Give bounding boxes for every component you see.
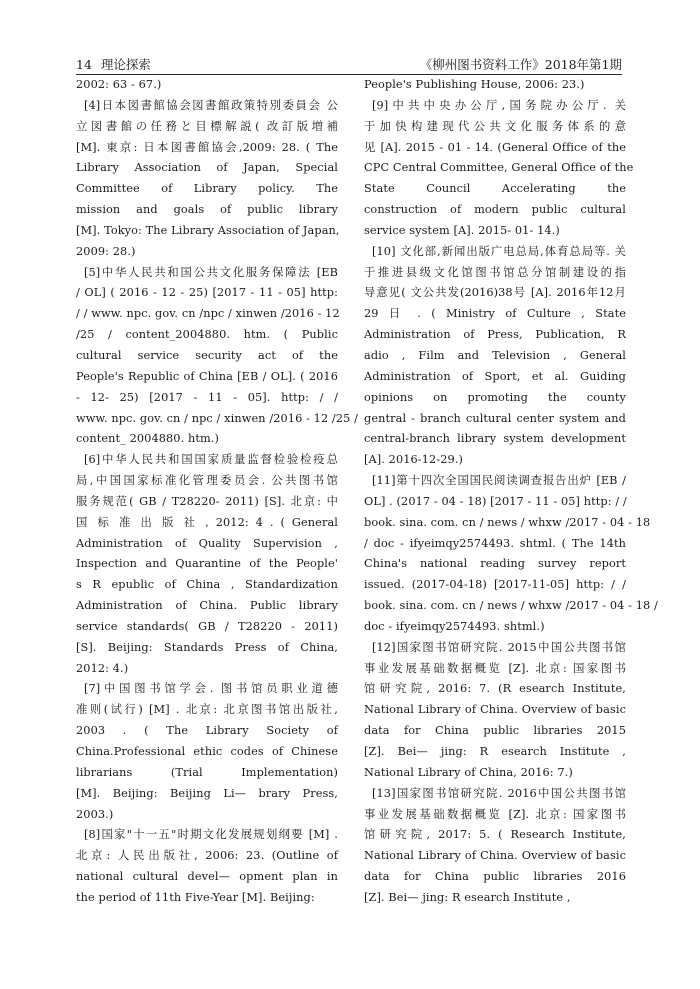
reference-line: [5]中华人民共和国公共文化服务保障法 [EB bbox=[84, 265, 338, 279]
reference-line: [A]. 2016-12-29.) bbox=[364, 453, 463, 467]
reference-line: OL] . (2017 - 04 - 18) [2017 - 11 - 05] http: / / bbox=[364, 494, 627, 508]
reference-line: Administration of Sport, et al. Guiding bbox=[364, 369, 626, 383]
reference-line: doc - ifyeimqy2574493. shtml.) bbox=[364, 619, 545, 633]
reference-line: [Z]. Bei— jing: R esearch Institute , bbox=[364, 890, 571, 904]
reference-line: [M]. Beijing: Beijing Li— brary Press, bbox=[76, 786, 338, 800]
right-column bbox=[364, 75, 658, 909]
reference-line: / doc - ifyeimqy2574493. shtml. ( The 14th bbox=[364, 536, 626, 550]
reference-line: adio , Film and Television , General bbox=[364, 348, 626, 362]
reference-entry bbox=[364, 638, 626, 784]
reference-entry bbox=[76, 825, 338, 908]
reference-line: service system [A]. 2015- 01- 14.) bbox=[364, 223, 560, 237]
reference-line: 2002: 63 - 67.) bbox=[76, 78, 162, 91]
reference-line: / / www. npc. gov. cn /npc / xinwen /2016 - 12 bbox=[76, 307, 340, 321]
reference-line: central-branch library system development bbox=[364, 432, 626, 446]
reference-line: 2003 . ( The Library Society of bbox=[76, 724, 338, 738]
reference-line: the period of 11th Five-Year [M]. Beijing: bbox=[76, 890, 315, 904]
reference-line: [6]中华人民共和国国家质量监督检验检疫总 bbox=[84, 453, 338, 467]
reference-line: 导意见( 文公共发(2016)38号 [A]. 2016年12月 bbox=[364, 286, 626, 300]
reference-line: [M]. Tokyo: The Library Association of Japan, bbox=[76, 223, 340, 237]
reference-line: People's Republic of China [EB / OL]. ( 2016 bbox=[76, 369, 338, 383]
reference-line: National Library of China. Overview of basic bbox=[364, 703, 626, 717]
reference-entry bbox=[364, 96, 634, 242]
reference-line: /25 / content_2004880. htm. ( Public bbox=[76, 328, 338, 342]
page-number: 14 bbox=[76, 57, 92, 72]
reference-entry bbox=[364, 784, 626, 909]
reference-line: [M]. 東京: 日本図書館協会,2009: 28. ( The bbox=[76, 140, 338, 154]
reference-line: 于推进县级文化馆图书馆总分馆制建设的指 bbox=[364, 265, 626, 279]
reference-line: 局,中国国家标准化管理委员会. 公共图书馆 bbox=[76, 474, 338, 488]
reference-entry bbox=[76, 679, 338, 825]
reference-line: gentral - branch cultural center system and bbox=[364, 411, 626, 425]
reference-line: / OL] ( 2016 - 12 - 25) [2017 - 11 - 05] http: bbox=[76, 286, 338, 300]
reference-entry bbox=[76, 96, 338, 263]
reference-line: 见 [A]. 2015 - 01 - 14. (General Office of the bbox=[364, 140, 626, 154]
reference-entry bbox=[364, 242, 626, 471]
reference-line: [12]国家图书馆研究院. 2015中国公共图书馆 bbox=[372, 640, 626, 654]
reference-line: Administration of Quality Supervision , bbox=[76, 536, 338, 550]
reference-line: China's national reading survey report bbox=[364, 557, 626, 571]
reference-line: book. sina. com. cn / news / whxw /2017 - 04 - 18 / bbox=[364, 599, 658, 613]
reference-line: Library Association of Japan, Special bbox=[76, 161, 338, 175]
reference-line: Administration of Press, Publication, R bbox=[364, 328, 626, 342]
reference-line: www. npc. gov. cn / npc / xinwen /2016 - 12 /25 / bbox=[76, 411, 359, 425]
reference-line: CPC Central Committee, General Office of the bbox=[364, 161, 634, 175]
reference-line: 29 日 . ( Ministry of Culture , State bbox=[364, 307, 626, 321]
reference-line: 馆研究院, 2016: 7. (R esearch Institute, bbox=[364, 682, 626, 696]
reference-line: 准则(试行) [M] . 北京: 北京图书馆出版社, bbox=[76, 703, 338, 717]
reference-line: s R epublic of China , Standardization bbox=[76, 578, 338, 592]
reference-line: book. sina. com. cn / news / whxw /2017 - 04 - 18 bbox=[364, 515, 651, 529]
reference-line: service standards( GB / T28220 - 2011) bbox=[76, 619, 338, 633]
reference-line: 国 标 准 出 版 社 , 2012: 4 . ( General bbox=[76, 515, 338, 529]
reference-line: 2009: 28.) bbox=[76, 244, 136, 258]
reference-line: Administration of China. Public library bbox=[76, 599, 338, 613]
reference-line: 馆研究院, 2017: 5. ( Research Institute, bbox=[364, 828, 626, 842]
reference-line: People's Publishing House, 2006: 23.) bbox=[364, 78, 585, 91]
reference-line: Committee of Library policy. The bbox=[76, 182, 338, 196]
reference-line: content_ 2004880. htm.) bbox=[76, 432, 220, 446]
journal-title: 《柳州图书资料工作》2018年第1期 bbox=[419, 57, 622, 72]
reference-line: 于加快构建现代公共文化服务体系的意 bbox=[364, 119, 626, 133]
reference-line: 事业发展基础数据概览 [Z]. 北京: 国家图书 bbox=[364, 661, 626, 675]
reference-line: 2003.) bbox=[76, 807, 114, 821]
reference-line: 2012: 4.) bbox=[76, 661, 129, 675]
reference-line: [13]国家图书馆研究院. 2016中国公共图书馆 bbox=[372, 786, 626, 800]
reference-line: 服务规范( GB / T28220- 2011) [S]. 北京: 中 bbox=[76, 494, 338, 508]
reference-entry bbox=[76, 263, 359, 451]
reference-line: Inspection and Quarantine of the People' bbox=[76, 557, 338, 571]
header-left bbox=[76, 55, 151, 73]
reference-line: [11]第十四次全国国民阅读调查报告出炉 [EB / bbox=[372, 474, 626, 488]
reference-line: National Library of China. Overview of basic bbox=[364, 849, 626, 863]
reference-line: 北京: 人民出版社, 2006: 23. (Outline of bbox=[76, 849, 338, 863]
reference-line: librarians (Trial Implementation) bbox=[76, 765, 338, 779]
reference-line: [8]国家"十一五"时期文化发展规划纲要 [M] . bbox=[84, 828, 338, 842]
reference-entry bbox=[364, 471, 658, 638]
reference-line: 事业发展基础数据概览 [Z]. 北京: 国家图书 bbox=[364, 807, 626, 821]
running-header bbox=[76, 44, 622, 75]
reference-line: 立図書館の任務と目標解説( 改訂版増補 bbox=[76, 119, 338, 133]
reference-line: [9]中共中央办公厅,国务院办公厅. 关 bbox=[372, 98, 626, 112]
section-title: 理论探索 bbox=[100, 57, 151, 72]
reference-line: National Library of China, 2016: 7.) bbox=[364, 765, 573, 779]
reference-line: [7]中国图书馆学会. 图书馆员职业道德 bbox=[84, 682, 338, 696]
reference-line: State Council Accelerating the bbox=[364, 182, 626, 196]
reference-entry bbox=[364, 75, 626, 96]
left-column bbox=[76, 75, 359, 909]
reference-line: China.Professional ethic codes of Chinese bbox=[76, 745, 338, 758]
reference-line: [4]日本図書館協会図書館政策特別委員会 公 bbox=[84, 98, 338, 112]
reference-line: [10] 文化部,新闻出版广电总局,体育总局等. 关 bbox=[372, 244, 626, 258]
reference-line: cultural service security act of the bbox=[76, 348, 338, 362]
reference-entry bbox=[76, 75, 338, 96]
reference-line: national cultural devel— opment plan in bbox=[76, 870, 338, 884]
reference-line: - 12- 25) [2017 - 11 - 05]. http: / / bbox=[76, 390, 338, 404]
reference-line: construction of modern public cultural bbox=[364, 203, 626, 217]
reference-entry bbox=[76, 450, 338, 679]
reference-line: data for China public libraries 2015 bbox=[364, 724, 626, 738]
reference-line: [S]. Beijing: Standards Press of China, bbox=[76, 640, 338, 654]
reference-line: data for China public libraries 2016 bbox=[364, 870, 626, 884]
reference-line: issued. (2017-04-18) [2017-11-05] http: / / bbox=[364, 578, 626, 592]
reference-line: mission and goals of public library bbox=[76, 203, 338, 217]
reference-line: opinions on promoting the county bbox=[364, 390, 626, 404]
reference-line: [Z]. Bei— jing: R esearch Institute , bbox=[364, 745, 626, 758]
